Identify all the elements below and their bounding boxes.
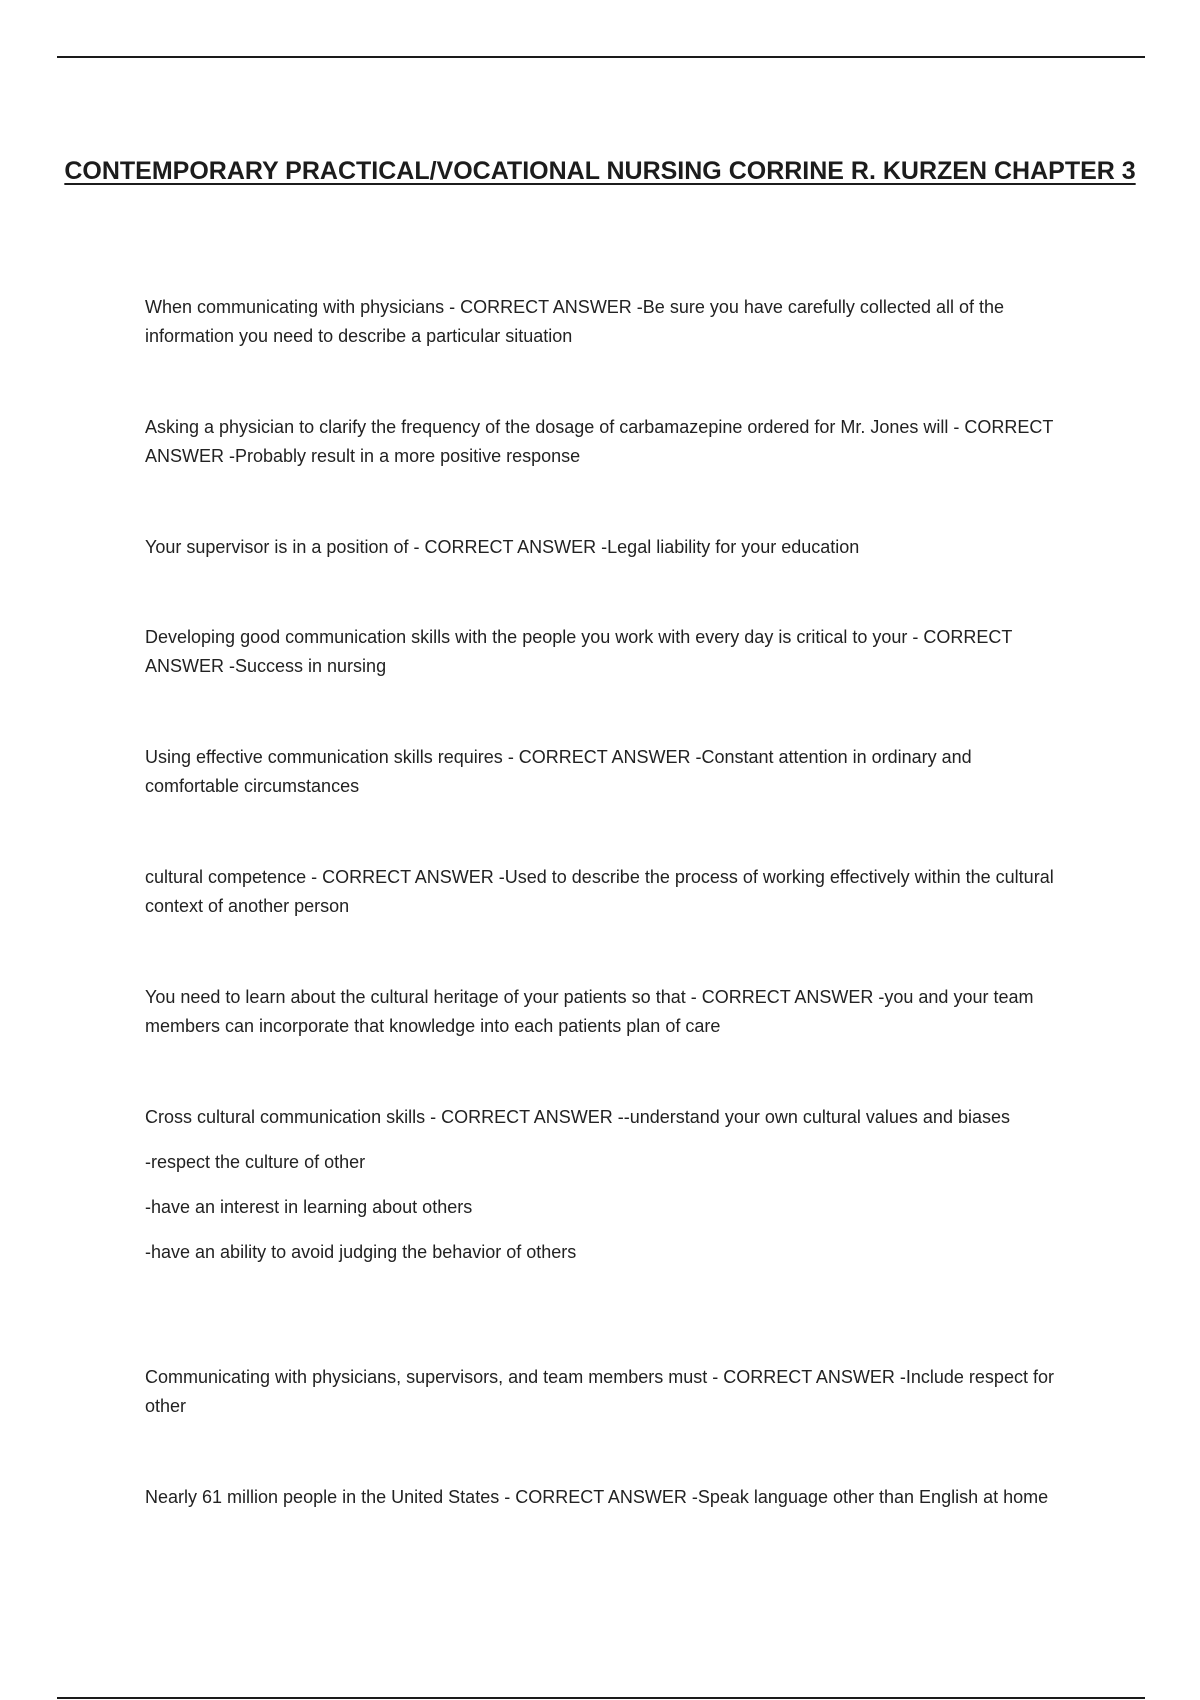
- qa-text: cultural competence - CORRECT ANSWER -Used to describe the process of working effectively within the cultural context of another person: [145, 867, 1054, 916]
- qa-item-6: [145, 863, 1055, 921]
- qa-text: Nearly 61 million people in the United States - CORRECT ANSWER -Speak language other than English at home: [145, 1487, 1049, 1507]
- top-rule: [57, 56, 1145, 58]
- qa-text: Asking a physician to clarify the frequency of the dosage of carbamazepine ordered for Mr. Jones will - CORRECT ANSWER -Probably result in a more positive response: [145, 417, 1054, 466]
- bullet-item: -have an ability to avoid judging the behavior of others: [145, 1242, 577, 1262]
- document-title: CONTEMPORARY PRACTICAL/VOCATIONAL NURSING CORRINE R. KURZEN CHAPTER 3: [64, 157, 1136, 185]
- qa-text: Communicating with physicians, supervisors, and team members must - CORRECT ANSWER -Include respect for other: [145, 1367, 1054, 1416]
- bottom-rule: [57, 1697, 1145, 1699]
- bullet-list: [145, 1148, 1055, 1267]
- qa-item-10: [145, 1483, 1055, 1512]
- qa-item-3: [145, 533, 1055, 562]
- qa-text: Cross cultural communication skills - CORRECT ANSWER --understand your own cultural values and biases: [145, 1107, 1010, 1127]
- qa-item-2: [145, 413, 1055, 471]
- qa-text: Your supervisor is in a position of - CORRECT ANSWER -Legal liability for your education: [145, 537, 860, 557]
- qa-text: Using effective communication skills requires - CORRECT ANSWER -Constant attention in ordinary and comfortable circumstances: [145, 747, 972, 796]
- bullet-item: -have an interest in learning about others: [145, 1197, 473, 1217]
- qa-text: When communicating with physicians - CORRECT ANSWER -Be sure you have carefully collected all of the information you need to describe a particular situation: [145, 297, 1005, 346]
- qa-item-8: [145, 1103, 1055, 1267]
- qa-item-1: [145, 293, 1055, 351]
- qa-text: Developing good communication skills with the people you work with every day is critical to your - CORRECT ANSWER -Success in nursing: [145, 627, 1013, 676]
- qa-item-4: [145, 623, 1055, 681]
- qa-item-9: [145, 1363, 1055, 1421]
- qa-item-7: [145, 983, 1055, 1041]
- bullet-item: -respect the culture of other: [145, 1152, 366, 1172]
- qa-item-5: [145, 743, 1055, 801]
- qa-text: You need to learn about the cultural heritage of your patients so that - CORRECT ANSWER -you and your team members can incorporate that knowledge into each patients plan of care: [145, 987, 1034, 1036]
